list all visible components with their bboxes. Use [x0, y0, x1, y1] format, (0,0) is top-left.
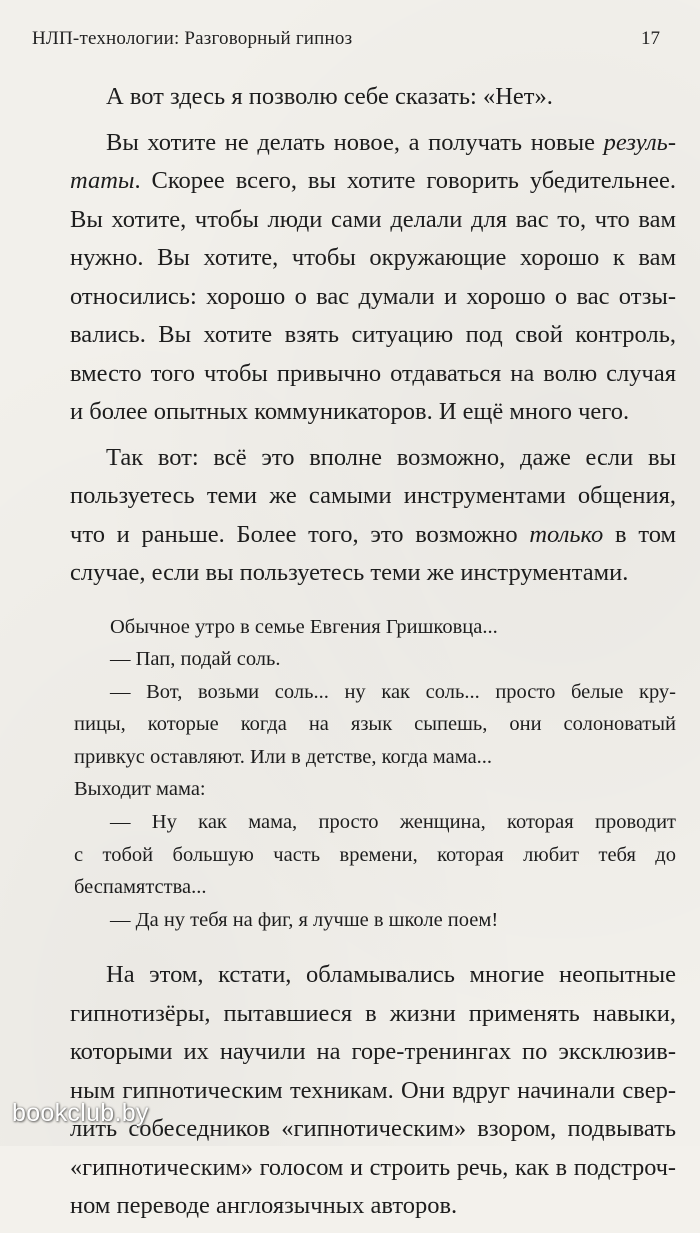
excerpt-line: привкус оставляют. Или в детстве, когда мама... — [74, 745, 493, 768]
text-line-rest: . Скорее всего, вы хотите говорить убедительнее. — [134, 167, 676, 194]
quoted-excerpt — [34, 611, 676, 937]
text-line: случае, если вы пользуетесь теми же инструментами. — [70, 559, 629, 586]
text-line — [34, 162, 676, 201]
text-line: Так вот: всё это вполне возможно, даже если вы — [106, 443, 676, 471]
text-line: относились: хорошо о вас думали и хорошо о вас отзы- — [70, 282, 676, 310]
excerpt-line: — Пап, подай соль. — [110, 648, 281, 671]
text-line: Вы хотите, чтобы люди сами делали для вас то, что вам — [70, 205, 676, 233]
italic-word: только — [529, 520, 604, 548]
excerpt-line: — Вот, возьми соль... ну как соль... просто белые кру- — [110, 680, 676, 703]
paragraph-2 — [34, 124, 676, 432]
excerpt-line: пицы, которые когда на язык сыпешь, они солоноватый — [74, 713, 676, 736]
text-line: «гипнотическим» голосом и строить речь, как в подстроч- — [70, 1153, 676, 1181]
running-title: НЛП-технологии: Разговорный гипноз — [32, 28, 353, 49]
text-line: которыми их научили на горе-тренингах по эксклюзив- — [70, 1038, 676, 1066]
excerpt-line: беспамятства... — [74, 876, 207, 899]
text-line: вались. Вы хотите взять ситуацию под свой контроль, — [70, 321, 676, 348]
site-watermark: bookclub.by — [12, 1099, 149, 1127]
italic-word: таты — [70, 167, 135, 194]
paragraph-4 — [34, 956, 676, 1226]
paragraph-1 — [34, 78, 676, 117]
text-line: что и раньше. Более того, это возможно только в том — [70, 520, 676, 548]
page-number: 17 — [641, 28, 660, 49]
body-text — [34, 78, 676, 1233]
excerpt-line: — Ну как мама, просто женщина, которая проводит — [110, 811, 676, 834]
italic-word: резуль- — [603, 128, 676, 156]
text-line: ном переводе англоязычных авторов. — [70, 1192, 458, 1220]
text-line: пользуетесь теми же самыми инструментами общения, — [70, 482, 676, 509]
text-line: На этом, кстати, обламывались многие неопытные — [106, 961, 676, 989]
paragraph-3 — [34, 439, 676, 593]
text-line: и более опытных коммуникаторов. И ещё много чего. — [70, 398, 630, 425]
text-line: Вы хотите не делать новое, а получать новые резуль- — [106, 128, 676, 156]
text-line: лить собеседников «гипнотическим» взором, подвывать — [70, 1115, 676, 1143]
excerpt-line: Обычное утро в семье Евгения Гришковца... — [110, 615, 498, 638]
text-line: вместо того чтобы привычно отдаваться на волю случая — [70, 359, 676, 387]
text-line: А вот здесь я позволю себе сказать: «Нет». — [106, 83, 553, 110]
excerpt-line: Выходит мама: — [74, 778, 206, 801]
excerpt-line: — Да ну тебя на фиг, я лучше в школе поем! — [110, 908, 499, 931]
text-line: нужно. Вы хотите, чтобы окружающие хорошо к вам — [70, 244, 676, 271]
text-line: гипнотизёры, пытавшиеся в жизни применять навыки, — [70, 999, 676, 1027]
text-line: ным гипнотическим техникам. Они вдруг начинали свер- — [70, 1076, 676, 1104]
excerpt-line: с тобой большую часть времени, которая любит тебя до — [74, 843, 676, 866]
